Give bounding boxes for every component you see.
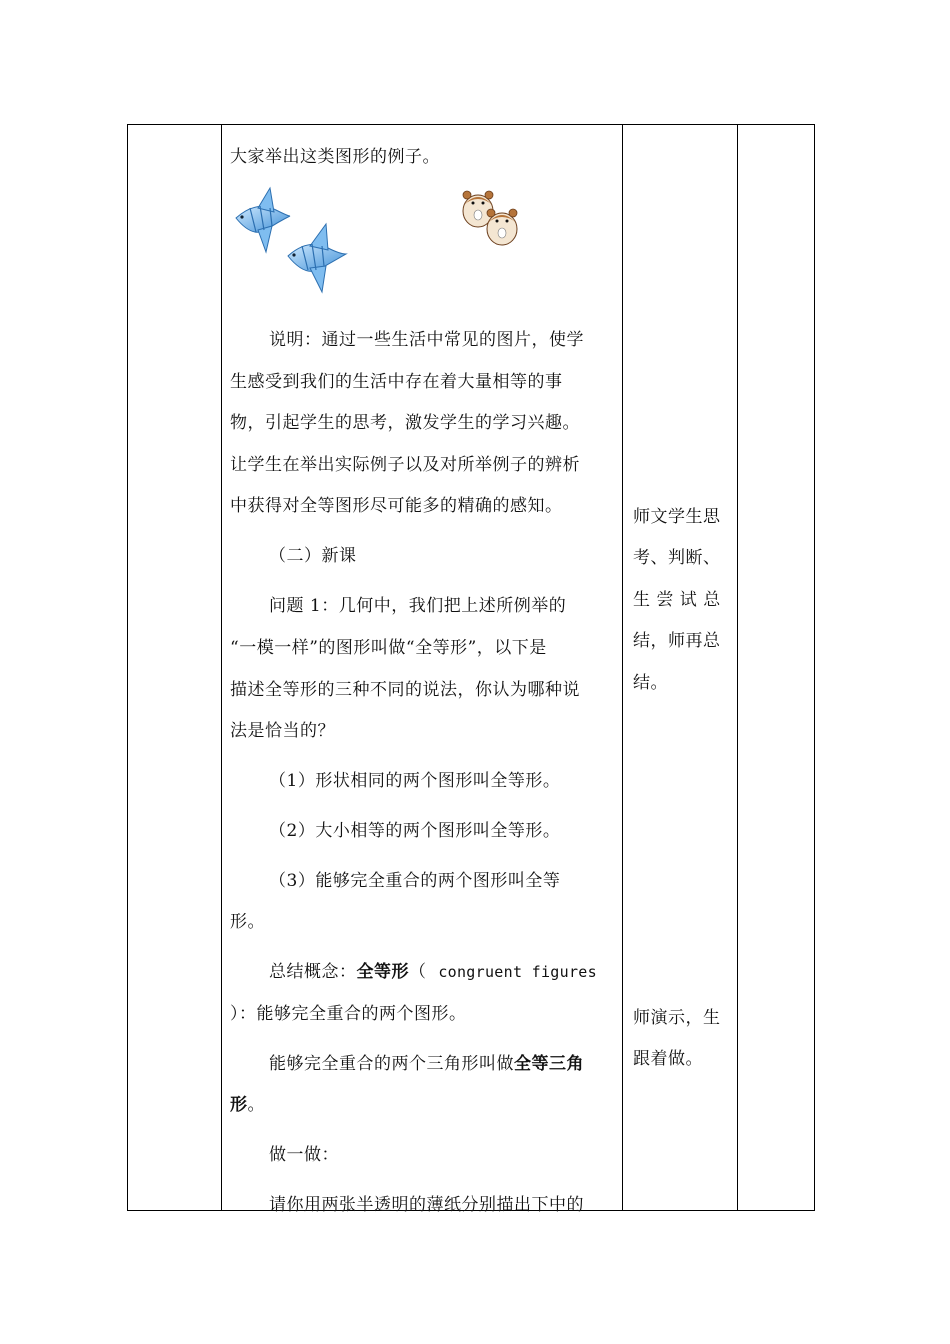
explain-line-1: 说明：通过一些生活中常见的图片，使学: [269, 330, 584, 350]
summary-english: congruent figures: [438, 963, 597, 981]
explain-line-5: 中获得对全等图形尽可能多的精确的感知。: [230, 496, 563, 516]
option-3-continued: 形。: [230, 912, 265, 932]
side-note-2-line-1: 师演示，生: [633, 1008, 721, 1028]
hamster-2: [487, 209, 517, 245]
last-line: 请你用两张半透明的薄纸分别描出下中的: [269, 1195, 584, 1215]
angelfish-image: [232, 186, 352, 296]
explain-line-3: 物，引起学生的思考，激发学生的学习兴趣。: [230, 413, 580, 433]
triangle-def-text: 能够完全重合的两个三角形叫做: [269, 1054, 514, 1074]
hamsters-image: [460, 187, 526, 247]
explain-line-2: 生感受到我们的生活中存在着大量相等的事: [230, 372, 563, 392]
section-heading: （二）新课: [269, 546, 357, 566]
question-line-4: 法是恰当的？: [230, 721, 335, 741]
intro-line: 大家举出这类图形的例子。: [230, 147, 440, 167]
fish-1: [236, 188, 290, 252]
option-3: （3）能够完全重合的两个图形叫全等: [269, 871, 561, 891]
summary-term: 全等形: [356, 962, 409, 982]
explain-line-4: 让学生在举出实际例子以及对所举例子的辨析: [230, 455, 580, 475]
side-note-2-line-2: 跟着做。: [633, 1049, 703, 1069]
table-right-border: [814, 124, 815, 1211]
question-line-1: 问题 1：几何中，我们把上述所例举的: [269, 596, 567, 616]
triangle-definition-line-1: [269, 1049, 584, 1074]
lesson-table: [127, 124, 815, 1211]
summary-paren-open: （: [409, 962, 427, 982]
triangle-def-period: 。: [247, 1095, 265, 1115]
question-line-2: “一模一样”的图形叫做“全等形”，以下是: [230, 638, 547, 658]
triangle-def-term: 全等三角: [514, 1054, 584, 1074]
side-note-1-line-5: 结。: [633, 673, 668, 693]
side-note-1-line-2: 考、判断、: [633, 548, 721, 568]
side-note-1-line-4: 结，师再总: [633, 631, 721, 651]
column-divider-1: [221, 124, 222, 1211]
triangle-def-term-end: 形: [230, 1095, 248, 1115]
triangle-definition-line-2: [230, 1090, 265, 1115]
column-divider-2: [622, 124, 623, 1211]
do-it-heading: 做一做：: [269, 1145, 339, 1165]
table-top-border: [127, 124, 815, 125]
fish-2: [288, 224, 346, 292]
summary-line-1: [269, 957, 597, 982]
option-1: （1）形状相同的两个图形叫全等形。: [269, 771, 561, 791]
side-note-1-line-1: 师文学生思: [633, 507, 721, 527]
table-left-border: [127, 124, 128, 1211]
summary-line-2: ）：能够完全重合的两个图形。: [230, 1004, 467, 1024]
summary-prefix: 总结概念：: [269, 962, 357, 982]
question-line-3: 描述全等形的三种不同的说法，你认为哪种说: [230, 680, 580, 700]
column-divider-3: [737, 124, 738, 1211]
option-2: （2）大小相等的两个图形叫全等形。: [269, 821, 561, 841]
side-note-1-line-3: 生 尝 试 总: [633, 590, 721, 610]
